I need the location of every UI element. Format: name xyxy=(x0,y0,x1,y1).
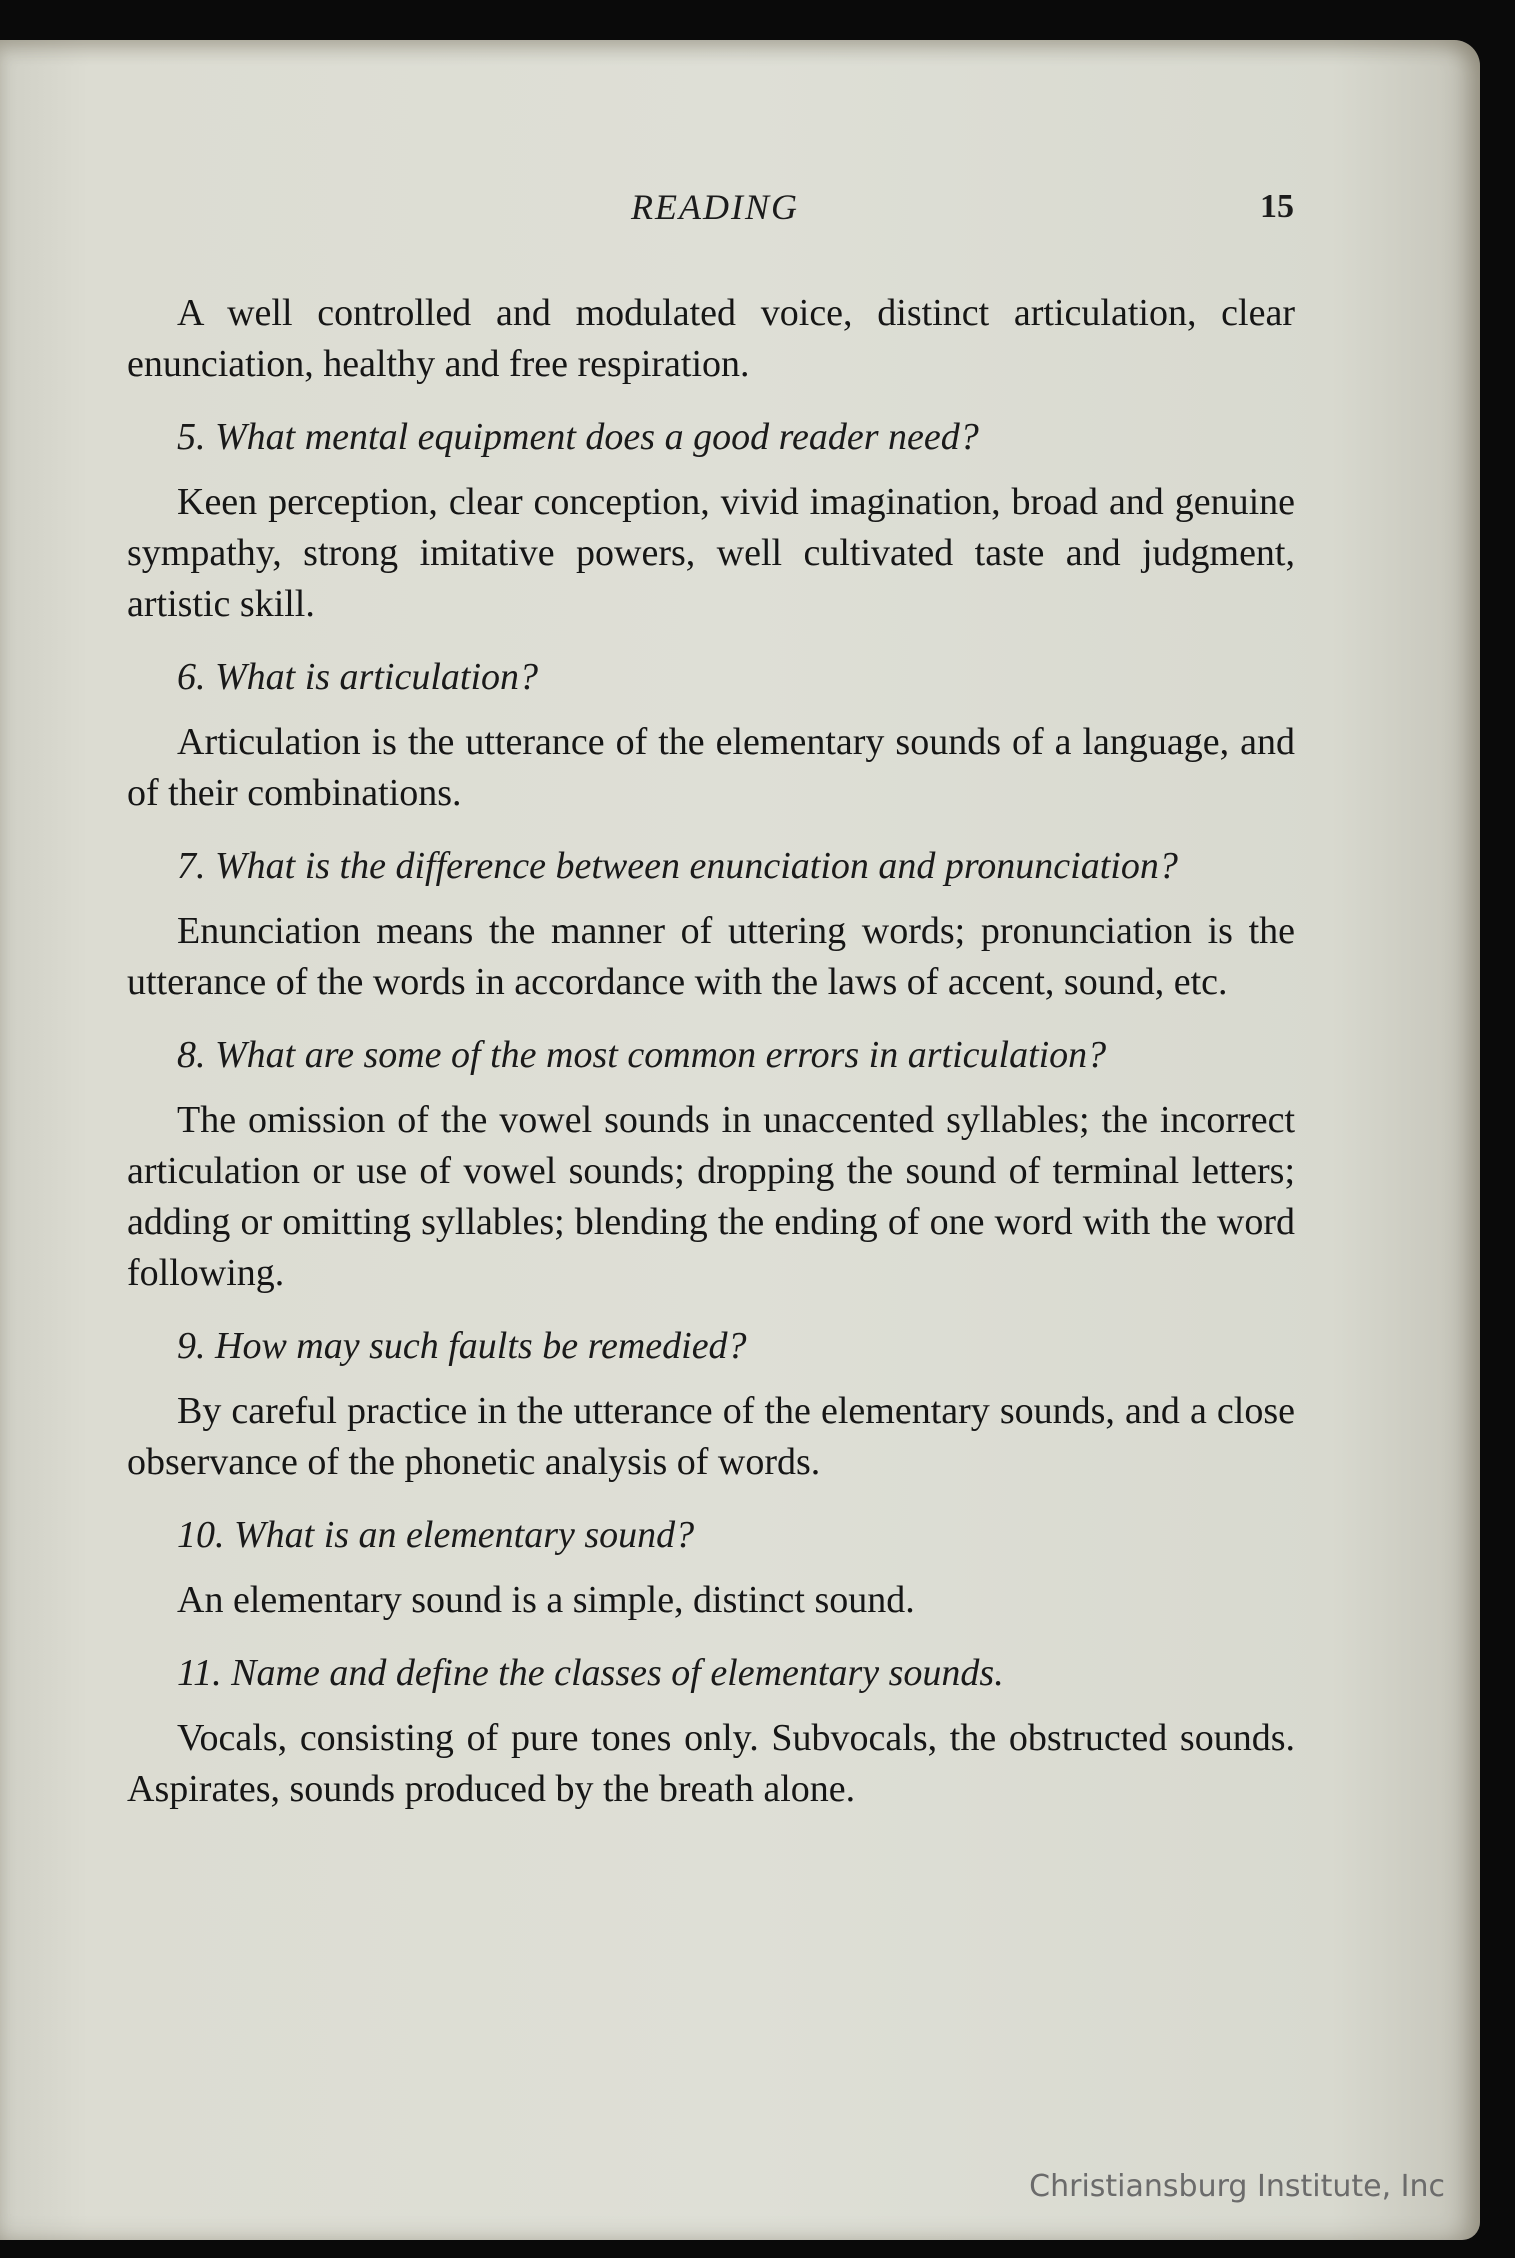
page-header xyxy=(0,186,1480,236)
book-page xyxy=(0,40,1480,2240)
question-heading: 7. What is the difference between enunciation and pronunciation? xyxy=(177,845,1178,887)
watermark: Christiansburg Institute, Inc xyxy=(1029,2169,1445,2204)
running-head: READING xyxy=(631,187,799,227)
question-heading: 6. What is articulation? xyxy=(177,656,538,698)
question-heading: 5. What mental equipment does a good reader need? xyxy=(177,416,979,458)
answer-paragraph: Keen perception, clear conception, vivid imagination, broad and genuine sympathy, strong imitative powers, well cultivated taste and judgment, artistic skill. xyxy=(127,481,1295,625)
question-heading: 8. What are some of the most common errors in articulation? xyxy=(177,1034,1107,1076)
question-heading: 10. What is an elementary sound? xyxy=(177,1514,695,1556)
answer-paragraph: Articulation is the utterance of the elementary sounds of a language, and of their combinations. xyxy=(127,721,1295,814)
answer-paragraph: An elementary sound is a simple, distinct sound. xyxy=(177,1579,915,1621)
page-number: 15 xyxy=(1260,188,1294,225)
answer-paragraph: A well controlled and modulated voice, distinct articulation, clear enunciation, healthy and free respiration. xyxy=(127,292,1295,385)
answer-paragraph: By careful practice in the utterance of the elementary sounds, and a close observance of the phonetic analysis of words. xyxy=(127,1390,1295,1483)
page-body xyxy=(127,288,1295,1837)
question-heading: 9. How may such faults be remedied? xyxy=(177,1325,747,1367)
question-heading: 11. Name and define the classes of elementary sounds. xyxy=(177,1652,1004,1694)
answer-paragraph: Enunciation means the manner of uttering words; pronunciation is the utterance of the words in accordance with the laws of accent, sound, etc. xyxy=(127,910,1295,1003)
answer-paragraph: The omission of the vowel sounds in unaccented syllables; the incorrect articulation or use of vowel sounds; dropping the sound of terminal letters; adding or omitting syllables; blending the ending of one word with the word following. xyxy=(127,1099,1295,1294)
answer-paragraph: Vocals, consisting of pure tones only. Subvocals, the obstructed sounds. Aspirates, sounds produced by the breath alone. xyxy=(127,1717,1295,1810)
